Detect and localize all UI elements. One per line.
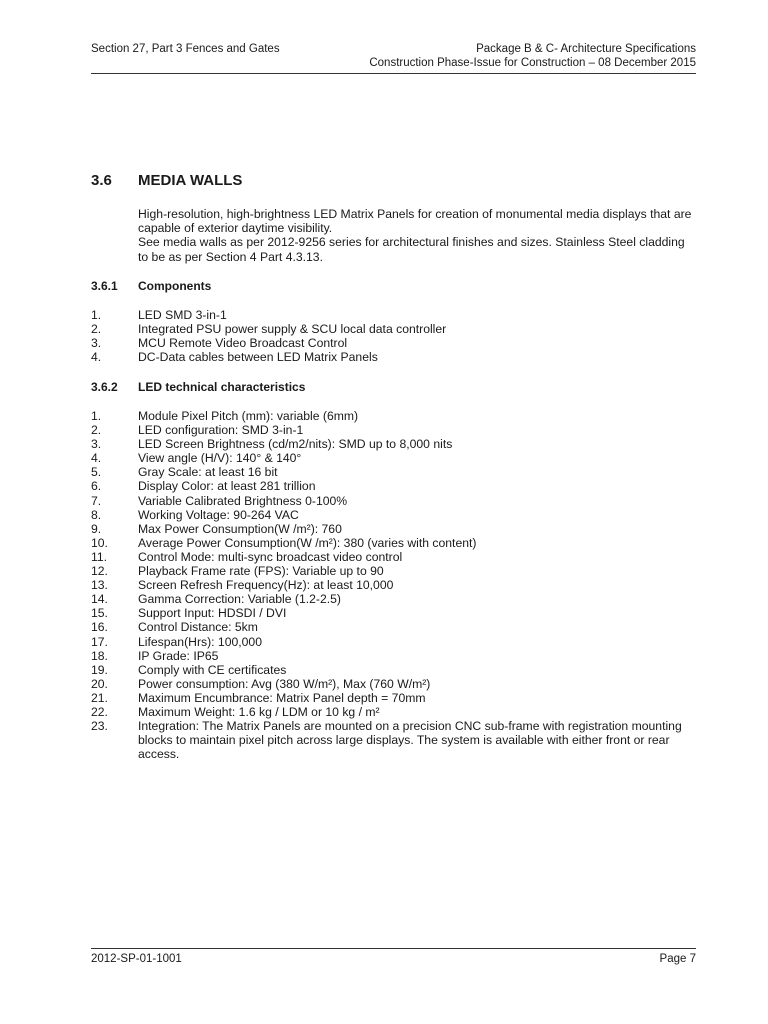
section-intro xyxy=(138,207,698,264)
page-number: Page 7 xyxy=(659,953,696,965)
list-item-text: Gray Scale: at least 16 bit xyxy=(138,465,278,480)
header-package-title: Package B & C- Architecture Specifications xyxy=(476,43,696,55)
list-item-text: Variable Calibrated Brightness 0-100% xyxy=(138,493,348,508)
components-title: Components xyxy=(138,279,212,293)
components-number: 3.6.1 xyxy=(91,279,118,293)
document-code: 2012-SP-01-1001 xyxy=(91,953,182,965)
characteristic-item xyxy=(91,564,701,578)
list-item-text: Lifespan(Hrs): 100,000 xyxy=(138,634,262,649)
characteristic-item xyxy=(91,479,701,493)
list-item-number: 12. xyxy=(91,564,108,579)
header-issue-date: Construction Phase-Issue for Construction – 08 December 2015 xyxy=(369,57,696,69)
list-item-number: 1. xyxy=(91,308,102,322)
list-item-text: Screen Refresh Frequency(Hz): at least 10,000 xyxy=(138,578,394,593)
characteristic-item xyxy=(91,635,701,649)
intro-paragraph-1: High-resolution, high-brightness LED Matrix Panels for creation of monumental media displays that are capable of exterior daytime visibility. xyxy=(138,207,692,236)
list-item-number: 17. xyxy=(91,634,108,649)
list-item-text: Comply with CE certificates xyxy=(138,662,287,677)
characteristics-list xyxy=(91,409,701,761)
list-item-number: 3. xyxy=(91,336,102,351)
header-package-info xyxy=(369,42,696,70)
component-item xyxy=(91,350,701,364)
list-item-number: 11. xyxy=(91,549,108,564)
characteristic-item xyxy=(91,437,701,451)
list-item-text: Display Color: at least 281 trillion xyxy=(138,479,316,494)
characteristic-item xyxy=(91,536,701,550)
list-item-text: Max Power Consumption(W /m²): 760 xyxy=(138,521,342,536)
characteristic-item xyxy=(91,522,701,536)
characteristic-item xyxy=(91,409,701,423)
list-item-text: Integrated PSU power supply & SCU local data controller xyxy=(138,322,447,337)
list-item-number: 6. xyxy=(91,479,102,494)
list-item-number: 5. xyxy=(91,465,102,480)
characteristic-item xyxy=(91,508,701,522)
list-item-number: 15. xyxy=(91,606,108,621)
list-item-number: 14. xyxy=(91,592,108,607)
list-item-text: View angle (H/V): 140° & 140° xyxy=(138,451,302,466)
list-item-text: Control Distance: 5km xyxy=(138,620,258,635)
header-section-title: Section 27, Part 3 Fences and Gates xyxy=(91,43,280,55)
characteristic-item xyxy=(91,578,701,592)
list-item-text: Playback Frame rate (FPS): Variable up to 90 xyxy=(138,564,384,579)
list-item-number: 4. xyxy=(91,451,102,466)
characteristic-item xyxy=(91,465,701,479)
intro-paragraph-2: See media walls as per 2012-9256 series for architectural finishes and sizes. Stainless Steel cladding to be as per Section 4 Part 4.3.13. xyxy=(138,235,685,264)
list-item-number: 19. xyxy=(91,662,108,677)
characteristic-item xyxy=(91,451,701,465)
list-item-text: IP Grade: IP65 xyxy=(138,648,219,663)
section-title: MEDIA WALLS xyxy=(138,172,243,189)
characteristics-title: LED technical characteristics xyxy=(138,380,306,394)
characteristic-item xyxy=(91,663,701,677)
characteristic-item xyxy=(91,705,701,719)
list-item-text: Working Voltage: 90-264 VAC xyxy=(138,507,299,522)
components-list xyxy=(91,308,701,364)
component-item xyxy=(91,336,701,350)
list-item-number: 1. xyxy=(91,409,102,423)
list-item-text: LED configuration: SMD 3-in-1 xyxy=(138,423,304,438)
list-item-number: 22. xyxy=(91,704,108,719)
list-item-text: Average Power Consumption(W /m²): 380 (varies with content) xyxy=(138,535,477,550)
list-item-text: LED Screen Brightness (cd/m2/nits): SMD up to 8,000 nits xyxy=(138,437,453,452)
characteristics-number: 3.6.2 xyxy=(91,380,118,394)
component-item xyxy=(91,322,701,336)
list-item-number: 8. xyxy=(91,507,102,522)
list-item-number: 13. xyxy=(91,578,108,593)
characteristic-item xyxy=(91,719,701,761)
characteristic-item xyxy=(91,592,701,606)
list-item-number: 3. xyxy=(91,437,102,452)
characteristic-item xyxy=(91,423,701,437)
list-item-text: Power consumption: Avg (380 W/m²), Max (760 W/m²) xyxy=(138,676,431,691)
characteristics-heading xyxy=(91,380,305,394)
footer-divider xyxy=(91,948,696,949)
list-item-text: MCU Remote Video Broadcast Control xyxy=(138,336,348,351)
characteristic-item xyxy=(91,649,701,663)
list-item-number: 23. xyxy=(91,719,108,734)
list-item-number: 10. xyxy=(91,535,108,550)
list-item-number: 2. xyxy=(91,322,102,337)
component-item xyxy=(91,308,701,322)
list-item-text: Module Pixel Pitch (mm): variable (6mm) xyxy=(138,409,359,423)
header-divider xyxy=(91,73,696,74)
characteristic-item xyxy=(91,620,701,634)
characteristic-item xyxy=(91,606,701,620)
list-item-number: 21. xyxy=(91,690,108,705)
list-item-number: 2. xyxy=(91,423,102,438)
list-item-number: 16. xyxy=(91,620,108,635)
list-item-text: Maximum Weight: 1.6 kg / LDM or 10 kg / m² xyxy=(138,704,380,719)
list-item-number: 9. xyxy=(91,521,102,536)
list-item-text: Gamma Correction: Variable (1.2-2.5) xyxy=(138,592,341,607)
list-item-number: 18. xyxy=(91,648,108,663)
list-item-text: Integration: The Matrix Panels are mounted on a precision CNC sub-frame with registration mounting blocks to maintain pixel pitch across large displays. The system is available with either front or rear access. xyxy=(138,719,682,762)
characteristic-item xyxy=(91,677,701,691)
list-item-number: 20. xyxy=(91,676,108,691)
list-item-text: LED SMD 3-in-1 xyxy=(138,308,227,322)
list-item-text: Support Input: HDSDI / DVI xyxy=(138,606,287,621)
list-item-text: Control Mode: multi-sync broadcast video control xyxy=(138,549,403,564)
characteristic-item xyxy=(91,691,701,705)
list-item-number: 4. xyxy=(91,350,102,365)
characteristic-item xyxy=(91,494,701,508)
list-item-text: DC-Data cables between LED Matrix Panels xyxy=(138,350,378,365)
section-number: 3.6 xyxy=(91,172,112,189)
list-item-number: 7. xyxy=(91,493,102,508)
components-heading xyxy=(91,279,211,293)
characteristic-item xyxy=(91,550,701,564)
section-heading xyxy=(91,172,242,190)
list-item-text: Maximum Encumbrance: Matrix Panel depth = 70mm xyxy=(138,690,426,705)
